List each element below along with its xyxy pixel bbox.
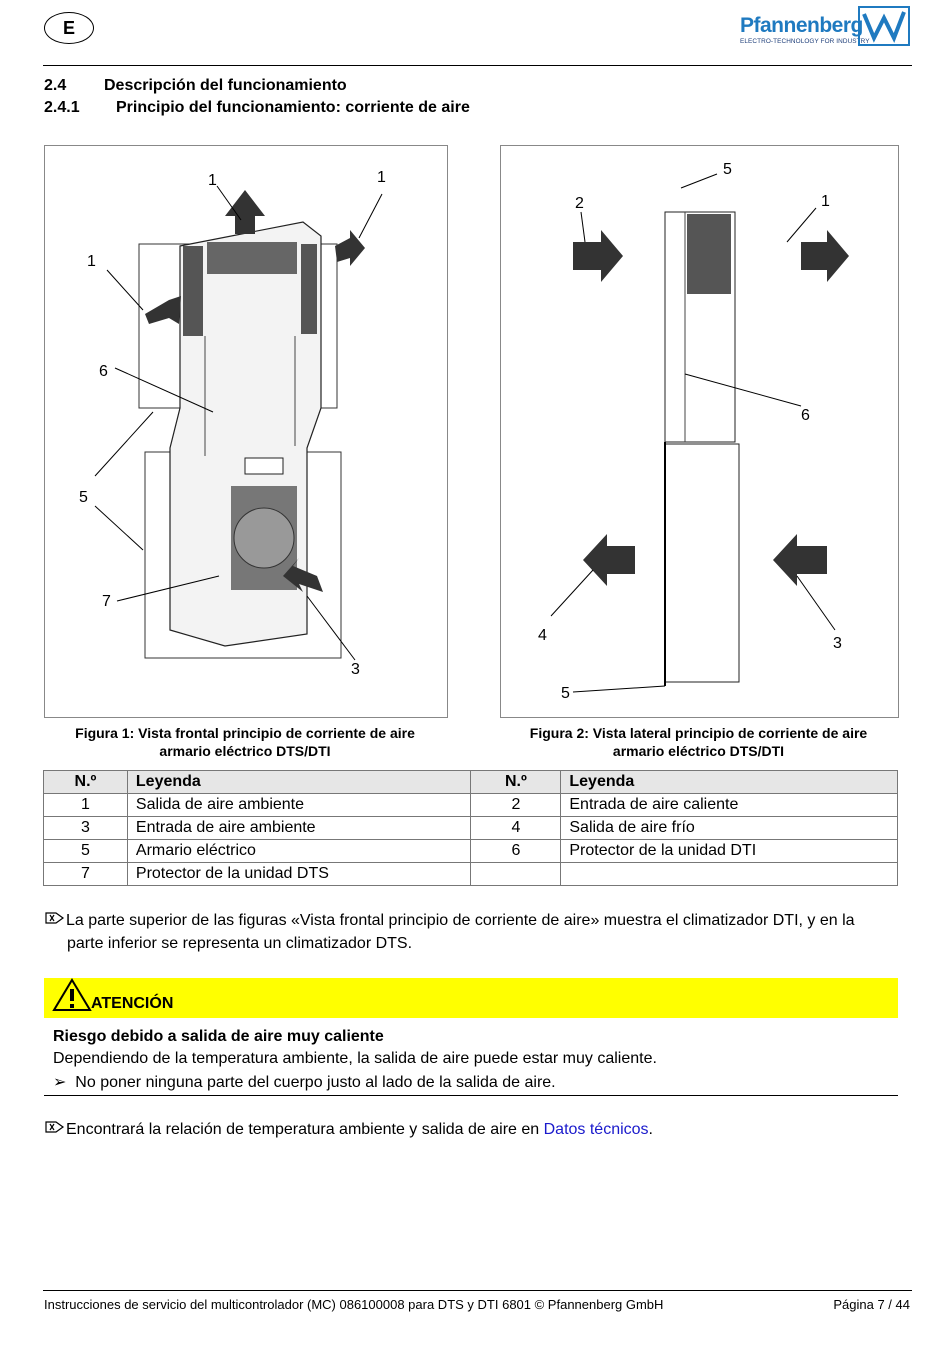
table-cell: 3 [44, 817, 128, 840]
footer-rule [43, 1290, 912, 1291]
callout-3: 3 [833, 635, 842, 652]
column-header: Leyenda [127, 771, 471, 794]
subsection-title: Principio del funcionamiento: corriente de aire [116, 99, 470, 116]
language-badge: E [44, 12, 94, 44]
pointing-hand-icon [44, 911, 66, 925]
callout-5: 5 [561, 685, 570, 702]
callout-2: 2 [575, 195, 584, 212]
info-note [44, 1118, 653, 1141]
warning-list-item [53, 1072, 556, 1092]
arrow-left-icon [583, 534, 635, 586]
bullet-arrow-icon: ➢ [53, 1074, 67, 1091]
note-text: Encontrará la relación de temperatura ambiente y salida de aire en [66, 1121, 544, 1138]
arrow-right-icon [573, 230, 623, 282]
table-cell: 7 [44, 863, 128, 886]
side-view-drawing [501, 146, 898, 717]
table-cell: Armario eléctrico [127, 840, 471, 863]
table-cell: Protector de la unidad DTS [127, 863, 471, 886]
figure-front-view [44, 145, 448, 718]
note-text-end: . [648, 1121, 653, 1138]
info-note [44, 909, 910, 955]
section-title: Descripción del funcionamiento [104, 77, 347, 94]
figure-1-caption [44, 724, 446, 760]
callout-6: 6 [99, 363, 108, 380]
column-header: Leyenda [561, 771, 898, 794]
table-cell [471, 863, 561, 886]
subsection-heading [44, 99, 470, 117]
table-cell: Salida de aire ambiente [127, 794, 471, 817]
callout-7: 7 [102, 593, 111, 610]
table-row [44, 794, 898, 817]
table-cell: Entrada de aire ambiente [127, 817, 471, 840]
column-header: N.º [44, 771, 128, 794]
table-cell: Salida de aire frío [561, 817, 898, 840]
technical-data-link[interactable]: Datos técnicos [543, 1121, 649, 1138]
arrow-left-icon [773, 534, 827, 586]
table-row [44, 840, 898, 863]
note-text: La parte superior de las figuras «Vista frontal principio de corriente de aire» muestra el climatizador DTI, y en la [66, 912, 855, 929]
front-view-drawing [45, 146, 447, 717]
figure-side-view [500, 145, 899, 718]
brand-name: Pfannenberg [740, 14, 863, 37]
callout-4: 4 [538, 627, 547, 644]
column-header: N.º [471, 771, 561, 794]
table-cell: 6 [471, 840, 561, 863]
callout-5: 5 [723, 161, 732, 178]
section-number: 2.4 [44, 77, 67, 94]
caption-line: Figura 1: Vista frontal principio de corriente de aire [75, 725, 415, 741]
arrow-right-icon [801, 230, 849, 282]
table-cell: 2 [471, 794, 561, 817]
brand-tagline: ELECTRO-TECHNOLOGY FOR INDUSTRY [740, 38, 870, 45]
warning-item-text: No poner ninguna parte del cuerpo justo al lado de la salida de aire. [75, 1074, 556, 1091]
callout-1: 1 [208, 172, 217, 189]
table-row [44, 817, 898, 840]
note-text: parte inferior se representa un climatizador DTS. [67, 935, 413, 952]
table-header-row [44, 771, 898, 794]
table-cell: Entrada de aire caliente [561, 794, 898, 817]
brand-logo-icon [858, 6, 910, 46]
warning-title: Riesgo debido a salida de aire muy caliente [53, 1028, 384, 1045]
arrow-up-icon [225, 190, 265, 234]
figure-2-caption [496, 724, 901, 760]
legend-table [43, 770, 898, 886]
callout-6: 6 [801, 407, 810, 424]
footer-document-info: Instrucciones de servicio del multicontrolador (MC) 086100008 para DTS y DTI 6801 © Pfannenberg GmbH [44, 1297, 664, 1312]
warning-rule [44, 1095, 898, 1096]
subsection-number: 2.4.1 [44, 99, 80, 116]
header-rule [43, 65, 912, 66]
pointing-hand-icon [44, 1120, 66, 1134]
warning-text: Dependiendo de la temperatura ambiente, la salida de aire puede estar muy caliente. [53, 1050, 657, 1067]
caption-line: armario eléctrico DTS/DTI [612, 743, 785, 759]
table-cell [561, 863, 898, 886]
table-cell: 5 [44, 840, 128, 863]
callout-1: 1 [821, 193, 830, 210]
note-line [44, 909, 910, 932]
section-heading [44, 77, 347, 95]
table-cell: 4 [471, 817, 561, 840]
table-cell: Protector de la unidad DTI [561, 840, 898, 863]
table-row [44, 863, 898, 886]
caption-line: armario eléctrico DTS/DTI [159, 743, 331, 759]
warning-label: ATENCIÓN [91, 995, 174, 1012]
footer-page-number: Página 7 / 44 [833, 1297, 910, 1312]
warning-triangle-icon [52, 978, 92, 1012]
table-cell: 1 [44, 794, 128, 817]
callout-1: 1 [87, 253, 96, 270]
callout-3: 3 [351, 661, 360, 678]
callout-1: 1 [377, 169, 386, 186]
caption-line: Figura 2: Vista lateral principio de corriente de aire [529, 725, 868, 741]
callout-5: 5 [79, 489, 88, 506]
